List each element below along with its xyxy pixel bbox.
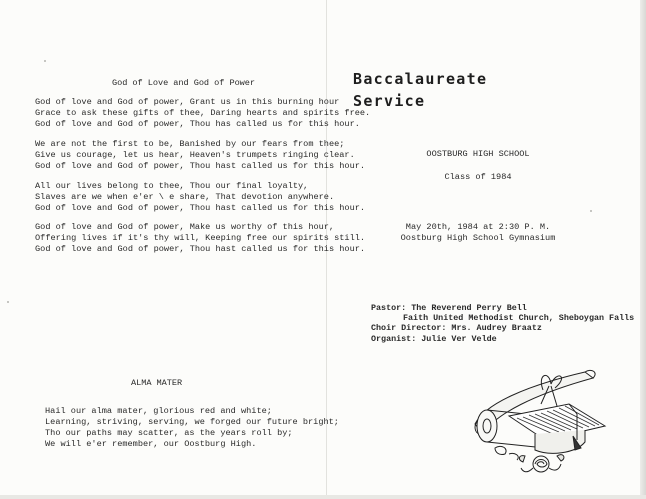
program-title-line-2: Service [353, 92, 426, 110]
alma-mater-line: Learning, striving, serving, we forged our future bright; [45, 417, 339, 427]
paper-edge-bottom [0, 495, 646, 499]
service-date-time: May 20th, 1984 at 2:30 P. M. [405, 222, 551, 232]
hymn-line: Slaves are we when e'er \ e share, That devotion anywhere. [35, 191, 335, 202]
organist-label: Organist: [371, 334, 417, 344]
hymn-line: All our lives belong to thee, Thou our final loyalty, [35, 181, 309, 191]
choir-director-name: Mrs. Audrey Braatz [451, 323, 542, 333]
hymn-line: God of love and God of power, Make us worthy of this hour, [35, 222, 335, 232]
choir-director-line [371, 323, 542, 334]
hymn-line: Give us courage, let us hear, Heaven's trumpets ringing clear. [35, 149, 355, 160]
hymn-stanza-4 [35, 222, 365, 255]
organist-line [371, 334, 497, 345]
hymn-stanza-2 [35, 139, 365, 172]
pastor-name: The Reverend Perry Bell [411, 303, 527, 313]
paper-speck [7, 301, 9, 303]
program-title-line-1: Baccalaureate [353, 70, 488, 88]
hymn-line: God of love and God of power, Thou has called us for this hour. [35, 118, 360, 129]
organist-name: Julie Ver Velde [421, 334, 497, 344]
paper-speck [44, 60, 46, 62]
service-location: Oostburg High School Gymnasium [400, 233, 556, 243]
class-year: Class of 1984 [444, 172, 512, 182]
hymn-line: God of love and God of power, Grant us in this burning hour [35, 97, 340, 107]
pastor-label: Pastor: [371, 303, 407, 313]
alma-mater-line: We will e'er remember, our Oostburg High. [45, 439, 257, 449]
diploma-cap-rose-icon [465, 364, 625, 478]
alma-mater-line: Tho our paths may scatter, as the years roll by; [45, 428, 293, 438]
hymn-line: Grace to ask these gifts of thee, Daring hearts and spirits free. [35, 107, 371, 118]
church-name: Faith United Methodist Church, Sheboygan Falls [403, 313, 635, 323]
hymn-line: God of love and God of power, Thou hast called us for this hour. [35, 243, 366, 254]
hymn-line: Offering lives if it's thy will, Keeping free our spirits still. [35, 232, 366, 243]
hymn-title: God of Love and God of Power [112, 78, 255, 88]
choir-director-label: Choir Director: [371, 323, 447, 333]
alma-mater-title: ALMA MATER [131, 378, 183, 388]
alma-mater-verse [45, 406, 339, 450]
paper-edge-right [640, 0, 646, 499]
alma-mater-line: Hail our alma mater, glorious red and white; [45, 406, 272, 416]
paper-speck [590, 210, 592, 212]
hymn-line: We are not the first to be, Banished by our fears from thee; [35, 139, 345, 149]
hymn-stanza-3 [35, 181, 365, 214]
hymn-line: God of love and God of power, Thou hast called us for this hour. [35, 160, 366, 171]
hymn-line: God of love and God of power, Thou hast called us for this hour. [35, 202, 366, 213]
school-name: OOSTBURG HIGH SCHOOL [426, 149, 530, 159]
hymn-stanza-1 [35, 97, 370, 130]
